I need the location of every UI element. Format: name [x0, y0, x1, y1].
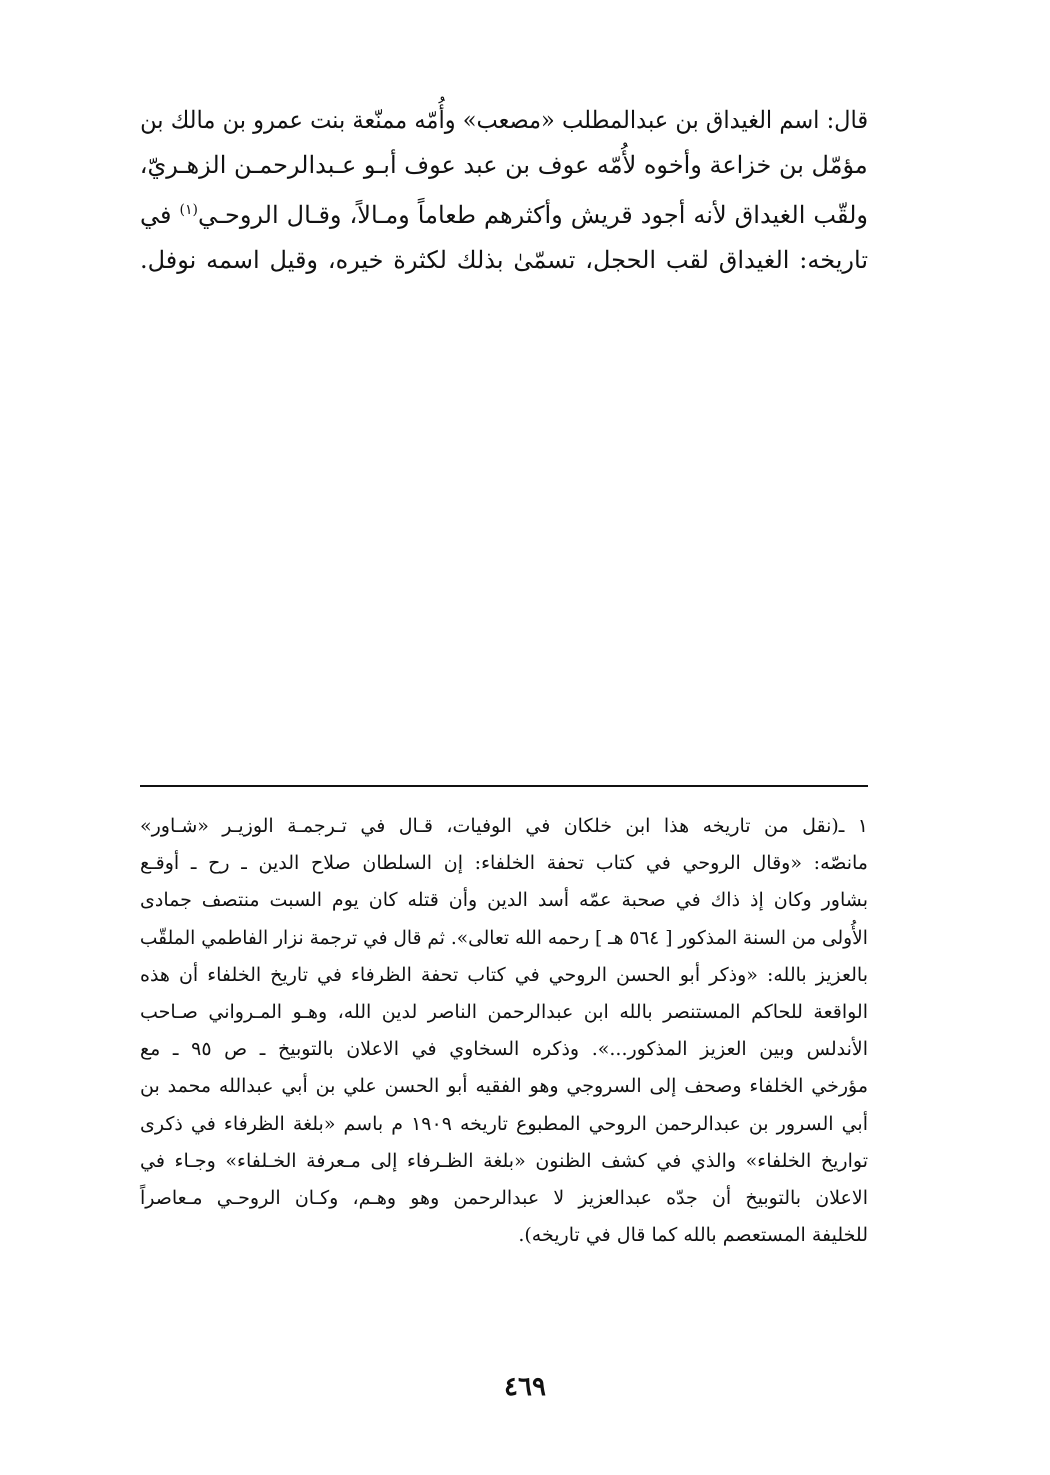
footnote-separator-rule [140, 785, 868, 787]
page-number: ٤٦٩ [504, 1372, 546, 1402]
main-text-line: تاريخه: الغيداق لقب الحجل، تسمّىٰ بذلك لكثرة خيره، وقيل اسمه نوفل. [140, 246, 868, 274]
footnote-line: الاعلان بالتوبيخ أن جدّه عبدالعزيز لا عبدالرحمن وهو وهـم، وكـان الروحـي مـعاصراً [140, 1187, 868, 1210]
footnote-line: ١ ـ(نقل من تاريخه هذا ابن خلكان في الوفيات، قـال في تـرجمـة الوزيـر «شـاور» [140, 815, 868, 837]
footnote-reference-marker[interactable]: (١) [179, 202, 198, 218]
footnote-line: الأندلس وبين العزيز المذكور...». وذكره السخاوي في الاعلان بالتوبيخ ـ ص ٩٥ ـ مع [139, 1038, 868, 1061]
footnote-line: بشاور وكان إذ ذاك في صحبة عمّه أسد الدين وأن قتله كان يوم السبت منتصف جمادى [140, 889, 868, 912]
main-text-line: قال: اسم الغيداق بن عبدالمطلب «مصعب» وأُمّه ممنّعة بنت عمرو بن مالك بن [140, 106, 868, 134]
footnote-line: الأُولى من السنة المذكور [ ٥٦٤ هـ ] رحمه الله تعالى». ثم قال في ترجمة نزار الفاطمي الملقّب [140, 926, 868, 949]
footnotes-block [140, 808, 868, 1254]
main-text-block [140, 98, 868, 283]
footnote-line: مانصّه: «وقال الروحي في كتاب تحفة الخلفاء: إن السلطان صلاح الدين ـ رح ـ أوقـع [140, 852, 868, 875]
footnote-line: مؤرخي الخلفاء وصحف إلى السروجي وهو الفقيه أبو الحسن علي بن أبي عبدالله محمد بن [140, 1075, 868, 1098]
main-text-line-end: في [140, 201, 180, 229]
footnote-line: أبي السرور بن عبدالرحمن الروحي المطبوع تاريخه ١٩٠٩ م باسم «بلغة الظرفاء في ذكرى [139, 1112, 868, 1135]
main-text-line-with-note [140, 188, 868, 238]
footnote-line: الواقعة للحاكم المستنصر بالله ابن عبدالرحمن الناصر لدين الله، وهـو المـرواني صـاحب [140, 1001, 868, 1024]
main-text-line: ولقّب الغيداق لأنه أجود قريش وأكثرهم طعاماً ومـالاً، وقـال الروحـي [197, 201, 868, 229]
footnote-line: للخليفة المستعصم بالله كما قال في تاريخه). [518, 1224, 868, 1247]
main-text-line: مؤمّل بن خزاعة وأخوه لأُمّه عوف بن عبد عوف أبـو عـبدالرحمـن الزهـريّ، [140, 151, 868, 179]
footnote-line: تواريخ الخلفاء» والذي في كشف الظنون «بلغة الظـرفاء إلى مـعرفة الخـلفاء» وجـاء في [140, 1149, 868, 1172]
footnote-line: بالعزيز بالله: «وذكر أبو الحسن الروحي في كتاب تحفة الظرفاء في تاريخ الخلفاء أن هذه [140, 963, 868, 986]
